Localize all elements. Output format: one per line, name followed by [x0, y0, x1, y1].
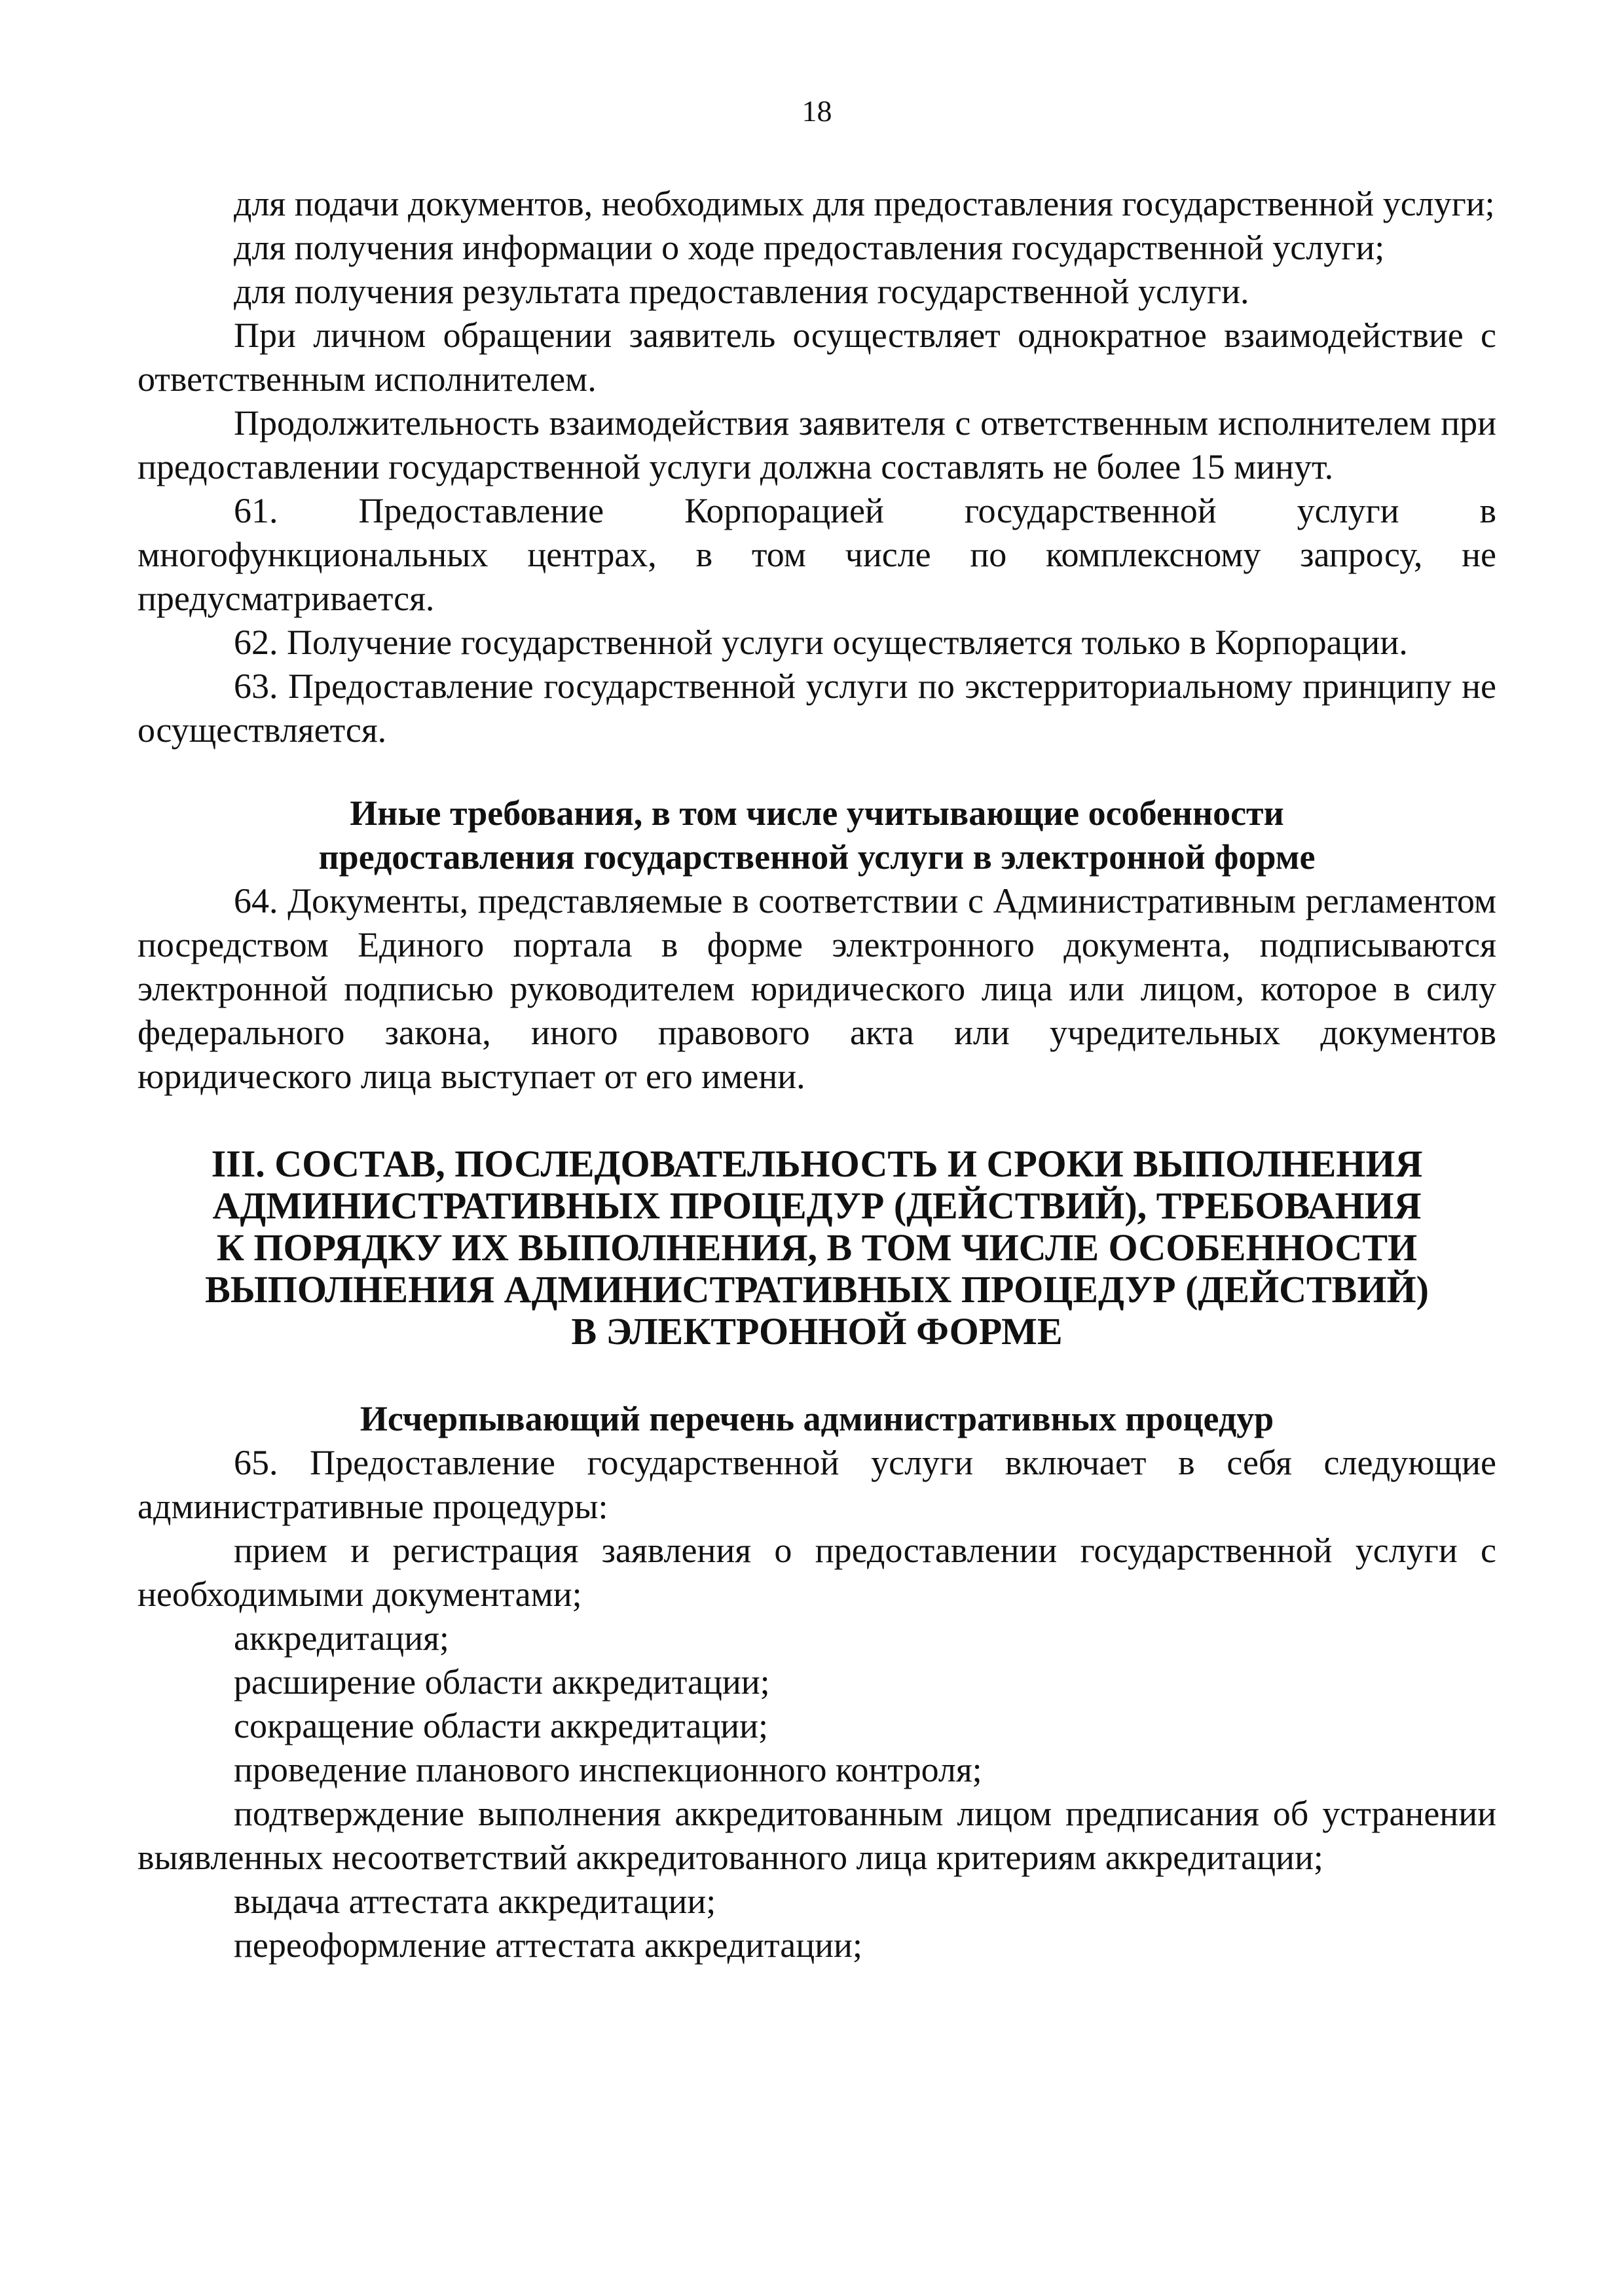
spacer [138, 1099, 1496, 1143]
paragraph-personal-visit: При личном обращении заявитель осуществляет однократное взаимодействие с ответственным исполнителем. [138, 316, 1496, 399]
paragraph-submit-documents: для подачи документов, необходимых для предоставления государственной услуги; [234, 184, 1495, 223]
subheading-procedure-list: Исчерпывающий перечень административных процедур [360, 1399, 1274, 1438]
page-number: 18 [802, 94, 832, 128]
subheading-other-requirements-line1: Иные требования, в том числе учитывающие особенности [350, 793, 1284, 833]
procedure-item: переоформление аттестата аккредитации; [234, 1925, 862, 1965]
spacer [138, 752, 1496, 792]
subheading-other-requirements-line2: предоставления государственной услуги в электронной форме [318, 837, 1316, 877]
paragraph-63: 63. Предоставление государственной услуги по экстерриториальному принципу не осуществляется. [138, 666, 1496, 750]
procedure-item: прием и регистрация заявления о предоставлении государственной услуги с необходимыми документами; [138, 1531, 1496, 1614]
document-page [138, 92, 1496, 1967]
procedure-item: расширение области аккредитации; [234, 1662, 770, 1702]
paragraph-64: 64. Документы, представляемые в соответствии с Административным регламентом посредством Единого портала в форме электронного документа, подписываются электронной подписью руководителем юридического лица или лицом, которое в силу федерального закона, иного правового акта или учредительных документов юридического лица выступает от его имени. [138, 881, 1496, 1096]
procedure-item: выдача аттестата аккредитации; [234, 1882, 716, 1921]
procedure-item: подтверждение выполнения аккредитованным лицом предписания об устранении выявленных несоответствий аккредитованного лица критериям аккредитации; [138, 1794, 1496, 1877]
paragraph-progress-info: для получения информации о ходе предоставления государственной услуги; [234, 228, 1385, 267]
paragraph-65: 65. Предоставление государственной услуги включает в себя следующие административные процедуры: [138, 1443, 1496, 1526]
procedure-item: сокращение области аккредитации; [234, 1706, 768, 1745]
paragraph-61: 61. Предоставление Корпорацией государственной услуги в многофункциональных центрах, в том числе по комплексному запросу, не предусматривается. [138, 491, 1496, 618]
paragraph-duration: Продолжительность взаимодействия заявителя с ответственным исполнителем при предоставлении государственной услуги должна составлять не более 15 минут. [138, 403, 1496, 486]
procedure-item: проведение планового инспекционного контроля; [234, 1750, 982, 1789]
procedure-item: аккредитация; [234, 1618, 449, 1658]
paragraph-62: 62. Получение государственной услуги осуществляется только в Корпорации. [234, 623, 1408, 662]
section-heading-line2: АДМИНИСТРАТИВНЫХ ПРОЦЕДУР (ДЕЙСТВИЙ), ТРЕБОВАНИЯ [212, 1184, 1422, 1227]
paragraph-result: для получения результата предоставления государственной услуги. [234, 272, 1249, 311]
section-heading-line4: ВЫПОЛНЕНИЯ АДМИНИСТРАТИВНЫХ ПРОЦЕДУР (ДЕЙСТВИЙ) [205, 1268, 1429, 1311]
spacer [138, 1353, 1496, 1397]
section-heading-line5: В ЭЛЕКТРОННОЙ ФОРМЕ [571, 1310, 1063, 1353]
section-heading-line3: К ПОРЯДКУ ИХ ВЫПОЛНЕНИЯ, В ТОМ ЧИСЛЕ ОСОБЕННОСТИ [216, 1226, 1418, 1269]
section-heading-line1: III. СОСТАВ, ПОСЛЕДОВАТЕЛЬНОСТЬ И СРОКИ ВЫПОЛНЕНИЯ [211, 1142, 1423, 1185]
